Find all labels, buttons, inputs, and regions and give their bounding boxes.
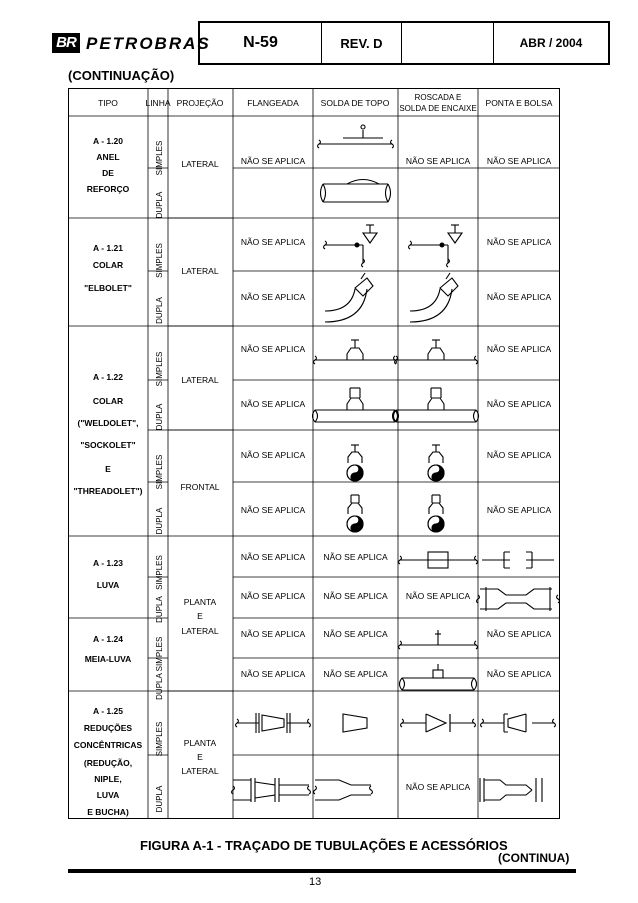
not-applicable-text: NÃO SE APLICA bbox=[405, 591, 471, 601]
not-applicable-text: NÃO SE APLICA bbox=[486, 505, 552, 515]
figure-caption: FIGURA A-1 - TRAÇADO DE TUBULAÇÕES E ACESSÓRIOS bbox=[140, 838, 508, 853]
symbols-table bbox=[68, 88, 560, 819]
type-label: LUVA bbox=[96, 790, 120, 800]
continuation-title: (CONTINUAÇÃO) bbox=[68, 68, 175, 83]
not-applicable-text: NÃO SE APLICA bbox=[486, 450, 552, 460]
break-mark bbox=[370, 786, 373, 794]
sockolet-body bbox=[429, 503, 443, 514]
symbol-dot bbox=[361, 125, 365, 129]
type-label: "ELBOLET" bbox=[84, 283, 132, 293]
header-roscada: ROSCADA E bbox=[414, 93, 462, 102]
yin-yang-fill bbox=[432, 465, 444, 481]
br-logo-mark: BR bbox=[52, 33, 80, 53]
not-applicable-text: NÃO SE APLICA bbox=[240, 552, 306, 562]
half-coupling bbox=[433, 670, 443, 678]
line-double-label: DUPLA bbox=[155, 673, 164, 700]
reducer bbox=[262, 715, 284, 731]
projection-label: LATERAL bbox=[181, 626, 219, 636]
type-label: DE bbox=[102, 168, 114, 178]
type-label: REFORÇO bbox=[86, 184, 130, 194]
footer-rule bbox=[68, 869, 576, 873]
type-label: MEIA-LUVA bbox=[84, 654, 132, 664]
projection-label: LATERAL bbox=[181, 266, 219, 276]
not-applicable-text: NÃO SE APLICA bbox=[486, 237, 552, 247]
break-mark bbox=[308, 786, 311, 794]
reducer-flanged-double bbox=[233, 778, 309, 802]
not-applicable-text: NÃO SE APLICA bbox=[323, 591, 388, 601]
type-label: (REDUÇÃO, bbox=[83, 758, 133, 768]
line-simple-label: SIMPLES bbox=[155, 636, 164, 672]
header-2: PROJEÇÃO bbox=[176, 98, 224, 108]
header-1: LINHA bbox=[145, 98, 171, 108]
not-applicable-text: NÃO SE APLICA bbox=[486, 399, 552, 409]
line-double-label: DUPLA bbox=[155, 507, 164, 535]
symbol-dot bbox=[355, 243, 359, 247]
not-applicable-text: NÃO SE APLICA bbox=[240, 399, 306, 409]
type-label: REDUÇÕES bbox=[83, 723, 133, 733]
type-label: COLAR bbox=[92, 260, 124, 270]
line-simple-label: SIMPLES bbox=[155, 721, 164, 757]
pipe-double bbox=[315, 410, 395, 422]
not-applicable-text: NÃO SE APLICA bbox=[240, 156, 306, 166]
not-applicable-text: NÃO SE APLICA bbox=[486, 344, 552, 354]
type-label: LUVA bbox=[96, 580, 120, 590]
not-applicable-text: NÃO SE APLICA bbox=[240, 505, 306, 515]
line-double-label: DUPLA bbox=[155, 403, 164, 431]
document-header bbox=[30, 21, 610, 65]
not-applicable-text: NÃO SE APLICA bbox=[240, 591, 306, 601]
not-applicable-text: NÃO SE APLICA bbox=[240, 629, 306, 639]
yin-yang-fill bbox=[351, 465, 363, 481]
type-label: "THREADOLET") bbox=[73, 486, 143, 496]
yin-yang-fill bbox=[432, 516, 444, 532]
yin-yang-fill bbox=[351, 516, 363, 532]
line-simple-label: SIMPLES bbox=[155, 454, 164, 490]
type-label: COLAR bbox=[92, 396, 124, 406]
pipe-end bbox=[321, 184, 326, 202]
pipe-end bbox=[472, 678, 477, 690]
symbol-line bbox=[361, 273, 365, 279]
header-4: SOLDA DE TOPO bbox=[320, 98, 390, 108]
pipe-double bbox=[323, 184, 388, 202]
sockolet-body bbox=[348, 503, 362, 514]
projection-label: PLANTA bbox=[183, 738, 217, 748]
not-applicable-text: NÃO SE APLICA bbox=[240, 237, 306, 247]
header-0: TIPO bbox=[98, 98, 118, 108]
weldolet bbox=[347, 398, 363, 410]
page-number: 13 bbox=[309, 876, 322, 888]
line-double-label: DUPLA bbox=[155, 191, 164, 219]
line-simple-label: SIMPLES bbox=[155, 351, 164, 387]
reducer bbox=[343, 714, 367, 732]
line-double-label: DUPLA bbox=[155, 297, 164, 324]
break-mark bbox=[314, 786, 317, 794]
type-label: E BUCHA) bbox=[87, 807, 129, 817]
pipe-double bbox=[402, 678, 474, 690]
not-applicable-text: NÃO SE APLICA bbox=[240, 669, 306, 679]
reinforcement-ring bbox=[347, 180, 379, 185]
not-applicable-text: NÃO SE APLICA bbox=[240, 450, 306, 460]
not-applicable-text: NÃO SE APLICA bbox=[486, 669, 552, 679]
type-label: A - 1.20 bbox=[93, 136, 123, 146]
doc-code: N-59 bbox=[200, 23, 322, 63]
pipe-double bbox=[396, 410, 476, 422]
reducer-bell-double bbox=[480, 778, 542, 802]
line-simple-label: SIMPLES bbox=[155, 140, 164, 176]
not-applicable-text: NÃO SE APLICA bbox=[323, 629, 388, 639]
not-applicable-text: NÃO SE APLICA bbox=[486, 292, 552, 302]
type-label: ("WELDOLET", bbox=[77, 418, 139, 428]
weldolet bbox=[428, 398, 444, 410]
type-label: E bbox=[105, 464, 111, 474]
type-label: NIPLE, bbox=[94, 774, 122, 784]
reducer-welded-double bbox=[315, 780, 371, 800]
not-applicable-text: NÃO SE APLICA bbox=[240, 344, 306, 354]
weldolet bbox=[428, 348, 444, 360]
projection-label: FRONTAL bbox=[180, 482, 220, 492]
not-applicable-text: NÃO SE APLICA bbox=[405, 782, 471, 792]
blank-cell bbox=[402, 23, 494, 63]
header-6: PONTA E BOLSA bbox=[485, 98, 553, 108]
projection-label: LATERAL bbox=[181, 766, 219, 776]
projection-label: LATERAL bbox=[181, 159, 219, 169]
weldolet bbox=[347, 348, 363, 360]
line-double-label: DUPLA bbox=[155, 785, 164, 813]
line-simple-label: SIMPLES bbox=[155, 555, 164, 590]
revision: REV. D bbox=[322, 23, 402, 63]
table-border bbox=[69, 89, 560, 819]
pipe-end bbox=[400, 678, 405, 690]
reducer-threaded bbox=[426, 714, 450, 732]
doc-date: ABR / 2004 bbox=[519, 36, 583, 50]
header-info-table bbox=[198, 21, 610, 65]
header-roscada: SOLDA DE ENCAIXE bbox=[399, 104, 477, 113]
projection-label: E bbox=[197, 752, 203, 762]
projection-label: LATERAL bbox=[181, 375, 219, 385]
sockolet-body bbox=[429, 452, 443, 463]
not-applicable-text: NÃO SE APLICA bbox=[405, 156, 471, 166]
line-double-label: DUPLA bbox=[155, 596, 164, 623]
sockolet-body bbox=[348, 452, 362, 463]
projection-label: PLANTA bbox=[183, 597, 217, 607]
type-label: CONCÊNTRICAS bbox=[73, 740, 143, 750]
valve-tri bbox=[363, 233, 377, 243]
reducer bbox=[508, 714, 526, 732]
type-label: A - 1.21 bbox=[93, 243, 123, 253]
symbol-dot bbox=[440, 243, 444, 247]
valve-tri bbox=[448, 233, 462, 243]
pipe-end bbox=[386, 184, 391, 202]
line-simple-label: SIMPLES bbox=[155, 243, 164, 278]
company-logo bbox=[30, 21, 211, 65]
not-applicable-text: NÃO SE APLICA bbox=[323, 552, 388, 562]
bell bbox=[504, 714, 508, 732]
type-label: A - 1.25 bbox=[93, 706, 123, 716]
not-applicable-text: NÃO SE APLICA bbox=[323, 669, 388, 679]
header-3: FLANGEADA bbox=[247, 98, 299, 108]
type-label: ANEL bbox=[96, 152, 120, 162]
projection-label: E bbox=[197, 611, 203, 621]
table-symbols bbox=[232, 125, 560, 802]
continues-label: (CONTINUA) bbox=[498, 851, 570, 865]
not-applicable-text: NÃO SE APLICA bbox=[486, 156, 552, 166]
not-applicable-text: NÃO SE APLICA bbox=[240, 292, 306, 302]
type-label: A - 1.24 bbox=[93, 634, 123, 644]
company-name: PETROBRAS bbox=[86, 34, 211, 53]
type-label: A - 1.22 bbox=[93, 372, 123, 382]
type-label: "SOCKOLET" bbox=[80, 440, 136, 450]
coupling-double bbox=[480, 589, 552, 609]
symbol-line bbox=[446, 273, 450, 279]
elbow-fit bbox=[440, 278, 458, 296]
type-label: A - 1.23 bbox=[93, 558, 123, 568]
elbow-fit bbox=[355, 278, 373, 296]
not-applicable-text: NÃO SE APLICA bbox=[486, 629, 552, 639]
